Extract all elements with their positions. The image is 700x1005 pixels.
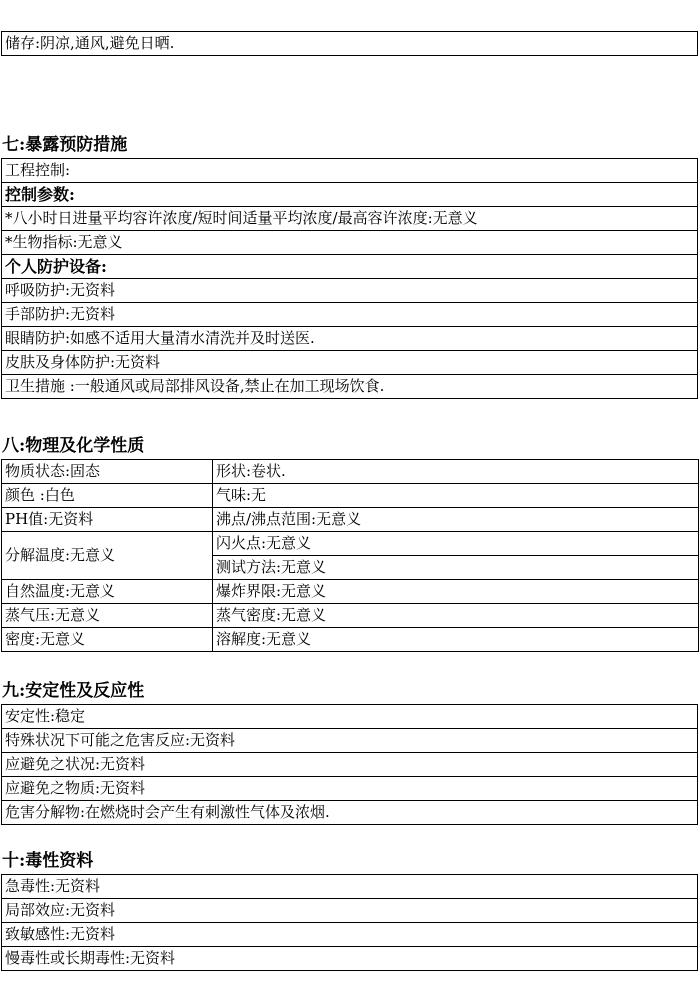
control-params-heading: 控制参数: [2, 183, 698, 207]
solubility: 溶解度:无意义 [213, 628, 699, 652]
table-row [2, 580, 699, 604]
explosive-limits: 爆炸界限:无意义 [213, 580, 699, 604]
table-row [2, 207, 698, 231]
section-8-table [1, 459, 699, 652]
table-row [2, 279, 698, 303]
vapor-pressure: 蒸气压:无意义 [2, 604, 213, 628]
table-row [2, 460, 699, 484]
biological-index: *生物指标:无意义 [2, 231, 698, 255]
table-row [2, 875, 698, 899]
respiratory-protection: 呼吸防护:无资料 [2, 279, 698, 303]
storage-table [1, 31, 698, 56]
section-7-table [1, 158, 698, 399]
table-row [2, 705, 698, 729]
section-10-table [1, 874, 698, 971]
chronic-toxicity: 慢毒性或长期毒性:无资料 [2, 947, 698, 971]
table-row [2, 628, 699, 652]
table-row [2, 947, 698, 971]
table-row [2, 923, 698, 947]
color: 颜色 :白色 [2, 484, 213, 508]
table-row [2, 183, 698, 207]
autoignition-temp: 自然温度:无意义 [2, 580, 213, 604]
hygiene-measures: 卫生措施 :一般通风或局部排风设备,禁止在加工现场饮食. [2, 375, 698, 399]
table-row [2, 351, 698, 375]
ph-value: PH值:无资料 [2, 508, 213, 532]
table-row [2, 231, 698, 255]
table-row [2, 255, 698, 279]
table-row [2, 327, 698, 351]
table-row [2, 159, 698, 183]
section-9-table [1, 704, 698, 825]
table-row [2, 801, 698, 825]
table-row [2, 899, 698, 923]
local-effects: 局部效应:无资料 [2, 899, 698, 923]
density: 密度:无意义 [2, 628, 213, 652]
exposure-limits: *八小时日进量平均容许浓度/短时间适量平均浓度/最高容许浓度:无意义 [2, 207, 698, 231]
engineering-control: 工程控制: [2, 159, 698, 183]
stability: 安定性:稳定 [2, 705, 698, 729]
section-7-title: 七:暴露预防措施 [2, 135, 128, 155]
table-row [2, 303, 698, 327]
eye-protection: 眼睛防护:如感不适用大量清水清洗并及时送医. [2, 327, 698, 351]
skin-protection: 皮肤及身体防护:无资料 [2, 351, 698, 375]
decomposition-products: 危害分解物:在燃烧时会产生有刺激性气体及浓烟. [2, 801, 698, 825]
section-8-title: 八:物理及化学性质 [2, 436, 145, 456]
sensitization: 致敏感性:无资料 [2, 923, 698, 947]
table-row [2, 508, 699, 532]
table-row [2, 484, 699, 508]
table-row [2, 604, 699, 628]
storage-cell: 储存:阴凉,通风,避免日晒. [2, 32, 698, 56]
acute-toxicity: 急毒性:无资料 [2, 875, 698, 899]
conditions-to-avoid: 应避免之状况:无资料 [2, 753, 698, 777]
test-method: 测试方法:无意义 [213, 556, 699, 580]
flash-point: 闪火点:无意义 [213, 532, 699, 556]
table-row [2, 777, 698, 801]
materials-to-avoid: 应避免之物质:无资料 [2, 777, 698, 801]
hand-protection: 手部防护:无资料 [2, 303, 698, 327]
section-10-title: 十:毒性资料 [2, 851, 94, 871]
table-row [2, 532, 699, 556]
vapor-density: 蒸气密度:无意义 [213, 604, 699, 628]
boiling-point: 沸点/沸点范围:无意义 [213, 508, 699, 532]
odor: 气味:无 [213, 484, 699, 508]
ppe-heading: 个人防护设备: [2, 255, 698, 279]
decomposition-temp: 分解温度:无意义 [2, 532, 213, 580]
table-row [2, 375, 698, 399]
shape: 形状:卷状. [213, 460, 699, 484]
hazardous-reactions: 特殊状况下可能之危害反应:无资料 [2, 729, 698, 753]
section-9-title: 九:安定性及反应性 [2, 681, 145, 701]
table-row [2, 753, 698, 777]
table-row [2, 729, 698, 753]
physical-state: 物质状态:固态 [2, 460, 213, 484]
